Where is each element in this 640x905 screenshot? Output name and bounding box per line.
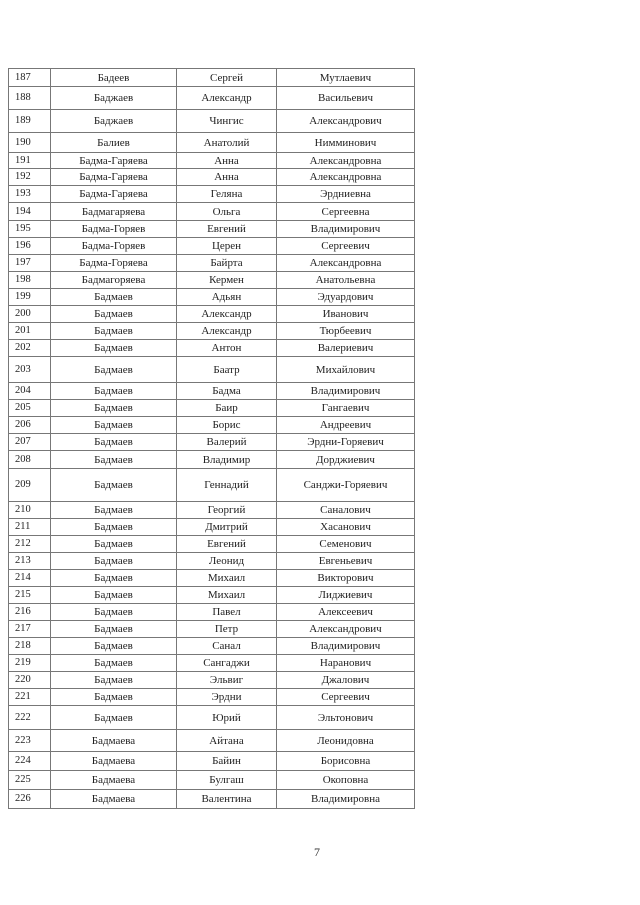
patronymic-cell: Наранович	[277, 655, 415, 672]
table-row	[9, 357, 415, 383]
surname-cell: Бадмаев	[51, 357, 177, 383]
patronymic-cell: Викторович	[277, 570, 415, 587]
patronymic-cell: Иванович	[277, 306, 415, 323]
table-row	[9, 221, 415, 238]
table-row	[9, 587, 415, 604]
first-name-cell: Михаил	[177, 587, 277, 604]
table-row	[9, 553, 415, 570]
table-row	[9, 238, 415, 255]
row-number: 217	[9, 621, 51, 638]
table-row	[9, 383, 415, 400]
row-number: 221	[9, 689, 51, 706]
first-name-cell: Адьян	[177, 289, 277, 306]
table-row	[9, 323, 415, 340]
surname-cell: Бадма-Гаряева	[51, 153, 177, 169]
surname-cell: Бадмаев	[51, 570, 177, 587]
row-number: 209	[9, 469, 51, 502]
patronymic-cell: Эльтонович	[277, 706, 415, 730]
patronymic-cell: Михайлович	[277, 357, 415, 383]
first-name-cell: Михаил	[177, 570, 277, 587]
surname-cell: Бадеев	[51, 69, 177, 87]
table-row	[9, 434, 415, 451]
row-number: 223	[9, 730, 51, 752]
surname-cell: Бадмаев	[51, 323, 177, 340]
patronymic-cell: Джалович	[277, 672, 415, 689]
table-row	[9, 638, 415, 655]
first-name-cell: Евгений	[177, 536, 277, 553]
first-name-cell: Булгаш	[177, 771, 277, 790]
patronymic-cell: Владимирович	[277, 383, 415, 400]
row-number: 187	[9, 69, 51, 87]
row-number: 206	[9, 417, 51, 434]
patronymic-cell: Хасанович	[277, 519, 415, 536]
surname-cell: Балиев	[51, 133, 177, 153]
row-number: 203	[9, 357, 51, 383]
table-row	[9, 621, 415, 638]
row-number: 220	[9, 672, 51, 689]
patronymic-cell: Эдуардович	[277, 289, 415, 306]
patronymic-cell: Александровна	[277, 153, 415, 169]
surname-cell: Бадмагоряева	[51, 272, 177, 289]
patronymic-cell: Владимирович	[277, 221, 415, 238]
first-name-cell: Владимир	[177, 451, 277, 469]
first-name-cell: Анна	[177, 169, 277, 186]
patronymic-cell: Окоповна	[277, 771, 415, 790]
surname-cell: Бадмаев	[51, 434, 177, 451]
first-name-cell: Петр	[177, 621, 277, 638]
patronymic-cell: Владимировна	[277, 790, 415, 809]
table-row	[9, 730, 415, 752]
table-row	[9, 87, 415, 110]
surname-cell: Бадмаев	[51, 340, 177, 357]
surname-cell: Бадмаев	[51, 604, 177, 621]
table-row	[9, 689, 415, 706]
table-row	[9, 306, 415, 323]
first-name-cell: Баатр	[177, 357, 277, 383]
first-name-cell: Леонид	[177, 553, 277, 570]
surname-cell: Бадмаев	[51, 587, 177, 604]
row-number: 219	[9, 655, 51, 672]
patronymic-cell: Гангаевич	[277, 400, 415, 417]
first-name-cell: Эльвиг	[177, 672, 277, 689]
row-number: 212	[9, 536, 51, 553]
first-name-cell: Георгий	[177, 502, 277, 519]
first-name-cell: Бадма	[177, 383, 277, 400]
surname-cell: Бадмаев	[51, 417, 177, 434]
first-name-cell: Эрдни	[177, 689, 277, 706]
first-name-cell: Геннадий	[177, 469, 277, 502]
first-name-cell: Александр	[177, 306, 277, 323]
row-number: 192	[9, 169, 51, 186]
patronymic-cell: Нимминович	[277, 133, 415, 153]
table-row	[9, 752, 415, 771]
first-name-cell: Байин	[177, 752, 277, 771]
table-row	[9, 110, 415, 133]
row-number: 195	[9, 221, 51, 238]
row-number: 201	[9, 323, 51, 340]
row-number: 200	[9, 306, 51, 323]
row-number: 216	[9, 604, 51, 621]
table-row	[9, 451, 415, 469]
patronymic-cell: Евгеньевич	[277, 553, 415, 570]
surname-cell: Бадмаев	[51, 502, 177, 519]
table-row	[9, 133, 415, 153]
table-row	[9, 340, 415, 357]
first-name-cell: Антон	[177, 340, 277, 357]
surname-cell: Бадмаев	[51, 689, 177, 706]
surname-cell: Бадмаева	[51, 790, 177, 809]
table-row	[9, 272, 415, 289]
surname-cell: Бадмаев	[51, 383, 177, 400]
row-number: 205	[9, 400, 51, 417]
table-row	[9, 655, 415, 672]
page-number: 7	[314, 845, 320, 859]
surname-cell: Баджаев	[51, 87, 177, 110]
first-name-cell: Чингис	[177, 110, 277, 133]
surname-cell: Бадмаев	[51, 536, 177, 553]
row-number: 199	[9, 289, 51, 306]
row-number: 188	[9, 87, 51, 110]
first-name-cell: Юрий	[177, 706, 277, 730]
registry-table	[8, 68, 415, 809]
surname-cell: Бадмаева	[51, 771, 177, 790]
surname-cell: Бадма-Горяева	[51, 255, 177, 272]
patronymic-cell: Тюрбеевич	[277, 323, 415, 340]
first-name-cell: Борис	[177, 417, 277, 434]
patronymic-cell: Андреевич	[277, 417, 415, 434]
registry-table-body	[9, 69, 415, 809]
surname-cell: Бадмаев	[51, 672, 177, 689]
patronymic-cell: Саналович	[277, 502, 415, 519]
first-name-cell: Александр	[177, 87, 277, 110]
table-row	[9, 672, 415, 689]
row-number: 194	[9, 203, 51, 221]
table-row	[9, 519, 415, 536]
first-name-cell: Сангаджи	[177, 655, 277, 672]
surname-cell: Баджаев	[51, 110, 177, 133]
surname-cell: Бадмаев	[51, 469, 177, 502]
patronymic-cell: Эрдниевна	[277, 186, 415, 203]
table-row	[9, 400, 415, 417]
surname-cell: Бадмаев	[51, 553, 177, 570]
table-row	[9, 289, 415, 306]
row-number: 191	[9, 153, 51, 169]
first-name-cell: Анна	[177, 153, 277, 169]
first-name-cell: Геляна	[177, 186, 277, 203]
patronymic-cell: Александровна	[277, 169, 415, 186]
row-number: 190	[9, 133, 51, 153]
row-number: 189	[9, 110, 51, 133]
first-name-cell: Баир	[177, 400, 277, 417]
surname-cell: Бадмаев	[51, 706, 177, 730]
table-row	[9, 570, 415, 587]
table-row	[9, 604, 415, 621]
patronymic-cell: Александрович	[277, 621, 415, 638]
surname-cell: Бадмаев	[51, 289, 177, 306]
first-name-cell: Ольга	[177, 203, 277, 221]
patronymic-cell: Мутлаевич	[277, 69, 415, 87]
first-name-cell: Александр	[177, 323, 277, 340]
patronymic-cell: Васильевич	[277, 87, 415, 110]
row-number: 196	[9, 238, 51, 255]
patronymic-cell: Борисовна	[277, 752, 415, 771]
surname-cell: Бадмаев	[51, 638, 177, 655]
row-number: 210	[9, 502, 51, 519]
patronymic-cell: Лиджиевич	[277, 587, 415, 604]
surname-cell: Бадмаев	[51, 519, 177, 536]
surname-cell: Бадма-Гаряева	[51, 169, 177, 186]
table-row	[9, 69, 415, 87]
row-number: 204	[9, 383, 51, 400]
row-number: 193	[9, 186, 51, 203]
row-number: 198	[9, 272, 51, 289]
table-row	[9, 153, 415, 169]
patronymic-cell: Сергеевич	[277, 689, 415, 706]
first-name-cell: Айтана	[177, 730, 277, 752]
table-row	[9, 186, 415, 203]
patronymic-cell: Дорджиевич	[277, 451, 415, 469]
table-row	[9, 203, 415, 221]
table-row	[9, 536, 415, 553]
first-name-cell: Анатолий	[177, 133, 277, 153]
patronymic-cell: Александровна	[277, 255, 415, 272]
table-row	[9, 790, 415, 809]
table-row	[9, 469, 415, 502]
patronymic-cell: Алексеевич	[277, 604, 415, 621]
row-number: 211	[9, 519, 51, 536]
surname-cell: Бадма-Гаряева	[51, 186, 177, 203]
table-row	[9, 706, 415, 730]
surname-cell: Бадма-Горяев	[51, 221, 177, 238]
first-name-cell: Санал	[177, 638, 277, 655]
first-name-cell: Павел	[177, 604, 277, 621]
row-number: 226	[9, 790, 51, 809]
patronymic-cell: Леонидовна	[277, 730, 415, 752]
table-row	[9, 771, 415, 790]
row-number: 225	[9, 771, 51, 790]
patronymic-cell: Санджи-Горяевич	[277, 469, 415, 502]
row-number: 197	[9, 255, 51, 272]
row-number: 224	[9, 752, 51, 771]
first-name-cell: Сергей	[177, 69, 277, 87]
patronymic-cell: Сергеевна	[277, 203, 415, 221]
surname-cell: Бадмаев	[51, 655, 177, 672]
table-row	[9, 417, 415, 434]
table-row	[9, 502, 415, 519]
surname-cell: Бадма-Горяев	[51, 238, 177, 255]
patronymic-cell: Валериевич	[277, 340, 415, 357]
first-name-cell: Байрта	[177, 255, 277, 272]
patronymic-cell: Сергеевич	[277, 238, 415, 255]
surname-cell: Бадмаев	[51, 400, 177, 417]
surname-cell: Бадмаева	[51, 752, 177, 771]
first-name-cell: Дмитрий	[177, 519, 277, 536]
surname-cell: Бадмаев	[51, 451, 177, 469]
row-number: 214	[9, 570, 51, 587]
patronymic-cell: Семенович	[277, 536, 415, 553]
row-number: 218	[9, 638, 51, 655]
surname-cell: Бадмагаряева	[51, 203, 177, 221]
row-number: 202	[9, 340, 51, 357]
row-number: 215	[9, 587, 51, 604]
patronymic-cell: Эрдни-Горяевич	[277, 434, 415, 451]
surname-cell: Бадмаев	[51, 306, 177, 323]
row-number: 207	[9, 434, 51, 451]
patronymic-cell: Владимирович	[277, 638, 415, 655]
table-row	[9, 169, 415, 186]
table-row	[9, 255, 415, 272]
row-number: 213	[9, 553, 51, 570]
first-name-cell: Валерий	[177, 434, 277, 451]
first-name-cell: Церен	[177, 238, 277, 255]
first-name-cell: Валентина	[177, 790, 277, 809]
surname-cell: Бадмаева	[51, 730, 177, 752]
patronymic-cell: Александрович	[277, 110, 415, 133]
surname-cell: Бадмаев	[51, 621, 177, 638]
row-number: 208	[9, 451, 51, 469]
first-name-cell: Кермен	[177, 272, 277, 289]
patronymic-cell: Анатольевна	[277, 272, 415, 289]
row-number: 222	[9, 706, 51, 730]
first-name-cell: Евгений	[177, 221, 277, 238]
